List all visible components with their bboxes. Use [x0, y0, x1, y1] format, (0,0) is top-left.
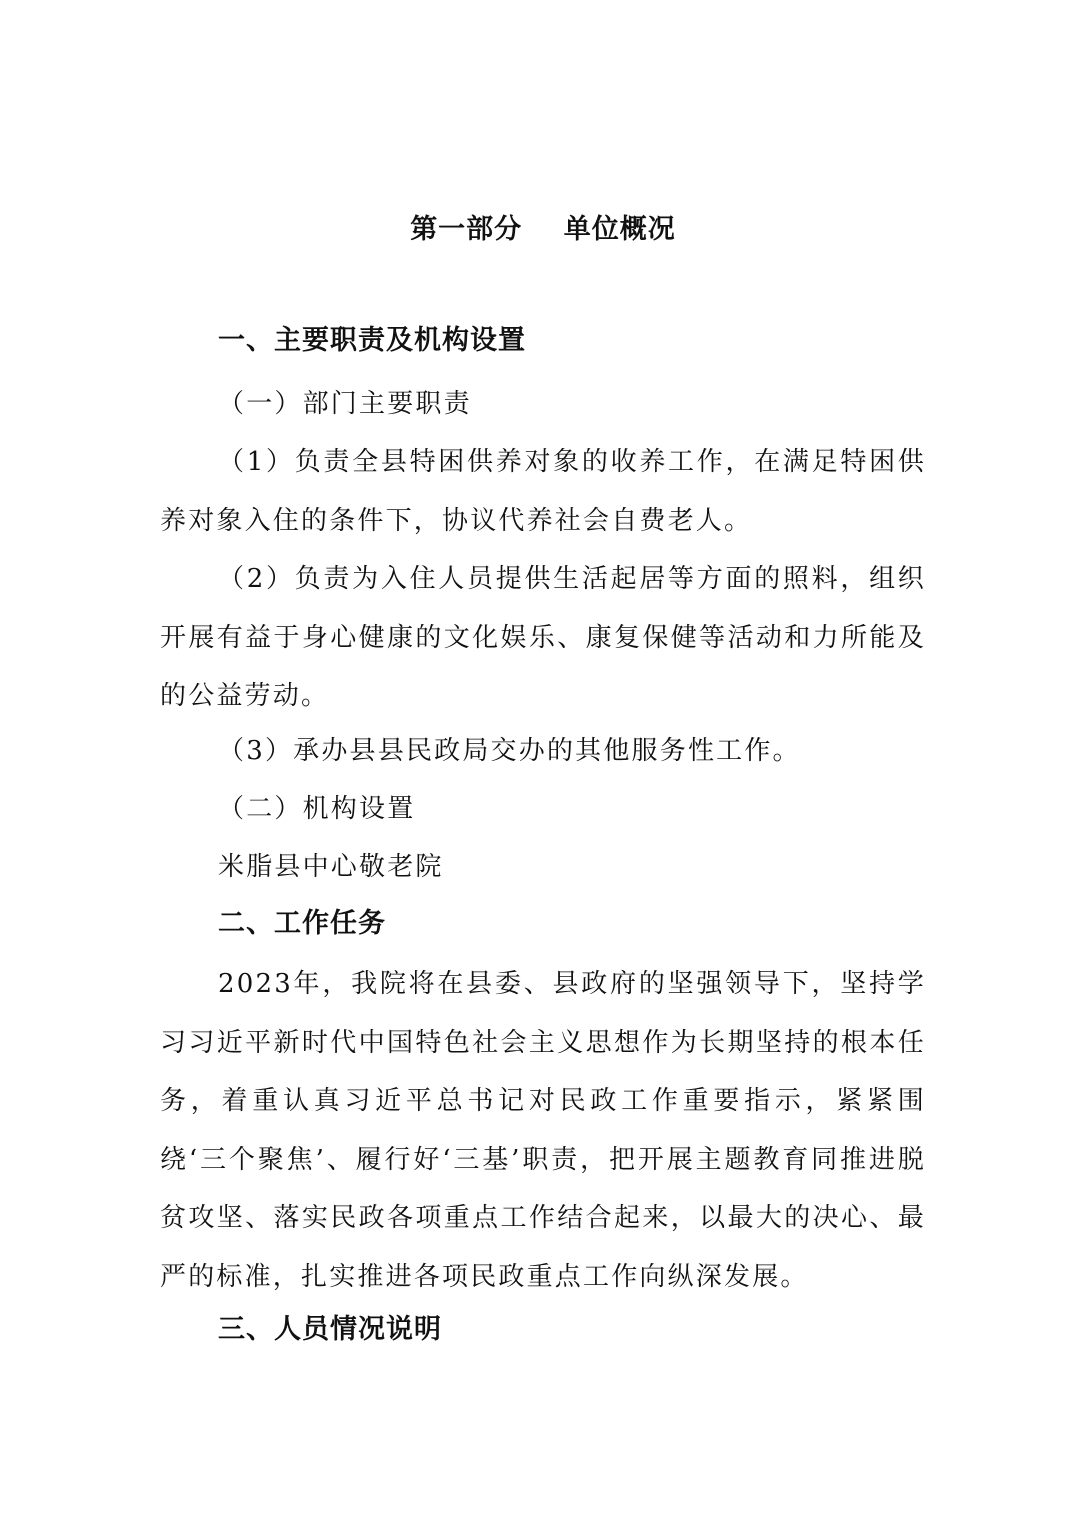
duty-item-3: （3）承办县县民政局交办的其他服务性工作。 [218, 736, 801, 766]
document-page [160, 0, 926, 1520]
sub-heading-organization: （二）机构设置 [218, 794, 416, 824]
section-2-heading: 二、工作任务 [218, 908, 386, 939]
duty-item-1: （1）负责全县特困供养对象的收养工作，在满足特困供养对象入住的条件下，协议代养社会自费老人。 [160, 447, 926, 536]
organization-name: 米脂县中心敬老院 [218, 852, 444, 882]
work-task-paragraph: 2023年，我院将在县委、县政府的坚强领导下，坚持学习习近平新时代中国特色社会主义思想作为长期坚持的根本任务，着重认真习近平总书记对民政工作重要指示，紧紧围绕‘三个聚焦’、履行好‘三基’职责，把开展主题教育同推进脱贫攻坚、落实民政各项重点工作结合起来，以最大的决心、最严的标准，扎实推进各项民政重点工作向纵深发展。 [160, 969, 926, 1292]
section-1-heading: 一、主要职责及机构设置 [218, 325, 526, 356]
section-3-heading: 三、人员情况说明 [218, 1314, 442, 1345]
duty-item-2: （2）负责为入住人员提供生活起居等方面的照料，组织开展有益于身心健康的文化娱乐、康复保健等活动和力所能及的公益劳动。 [160, 564, 926, 711]
sub-heading-duties: （一）部门主要职责 [218, 389, 472, 419]
page-title: 第一部分 单位概况 [410, 214, 676, 245]
